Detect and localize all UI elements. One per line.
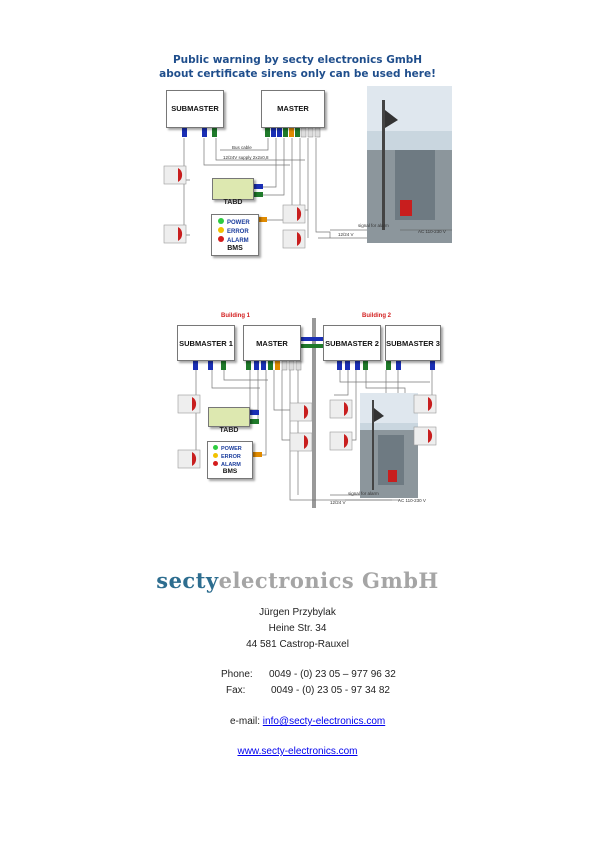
master2-box: MASTER	[243, 325, 301, 361]
siren-icon	[290, 433, 312, 451]
signal-label: signal for alarm	[358, 223, 389, 228]
warning-heading-line2: about certificate sirens only can be used here!	[159, 68, 436, 80]
website-link[interactable]: www.secty-electronics.com	[237, 746, 358, 757]
tabd2-panel	[208, 407, 250, 427]
contact-city: 44 581 Castrop-Rauxel	[246, 639, 349, 650]
bms2-panel: POWER ERROR ALARM BMS	[207, 441, 253, 479]
submaster1-box: SUBMASTER 1	[177, 325, 235, 361]
fax-number: 0049 - (0) 23 05 - 97 34 82	[271, 685, 390, 696]
email-row	[230, 716, 385, 727]
master-box: MASTER	[261, 90, 325, 128]
siren-icon	[178, 450, 200, 468]
bus-cable-label: Bus cable	[232, 145, 252, 150]
siren-icon	[414, 427, 436, 445]
submaster-box: SUBMASTER	[166, 90, 224, 128]
ac2-label: AC 110-230 V	[398, 498, 426, 503]
siren-icon	[330, 432, 352, 450]
supply-label: 12/24V supply 2x2x0,8	[223, 155, 269, 160]
voltage2-label: 12/24 V	[330, 500, 346, 505]
siren-icon	[414, 395, 436, 413]
contact-street: Heine Str. 34	[268, 623, 327, 634]
siren-icon	[290, 403, 312, 421]
tabd-label: TABD	[223, 199, 243, 206]
contact-name: Jürgen Przybylak	[259, 607, 336, 618]
siren-icon	[330, 400, 352, 418]
website-row	[0, 744, 595, 760]
submaster2-box: SUBMASTER 2	[323, 325, 381, 361]
tabd2-label: TABD	[219, 427, 239, 434]
email-link[interactable]: info@secty-electronics.com	[262, 716, 386, 727]
submaster3-box: SUBMASTER 3	[385, 325, 441, 361]
bms-panel: POWER ERROR ALARM BMS	[211, 214, 259, 256]
voltage-label: 12/24 V	[338, 232, 354, 237]
siren-icon	[178, 395, 200, 413]
building1-label: Building 1	[221, 313, 250, 319]
phone-label: Phone:	[221, 669, 253, 680]
building2-label: Building 2	[362, 313, 391, 319]
fax-label: Fax:	[226, 685, 246, 696]
warning-heading-line1: Public warning by secty electronics GmbH	[172, 54, 423, 66]
company-logo: sectyelectronics GmbH	[156, 568, 439, 593]
phone-number: 0049 - (0) 23 05 – 977 96 32	[269, 669, 396, 680]
email-label: e-mail:	[230, 716, 261, 727]
ac-label: AC 110-230 V	[418, 229, 446, 234]
signal2-label: signal for alarm	[348, 491, 379, 496]
building-photo-2	[360, 393, 418, 498]
